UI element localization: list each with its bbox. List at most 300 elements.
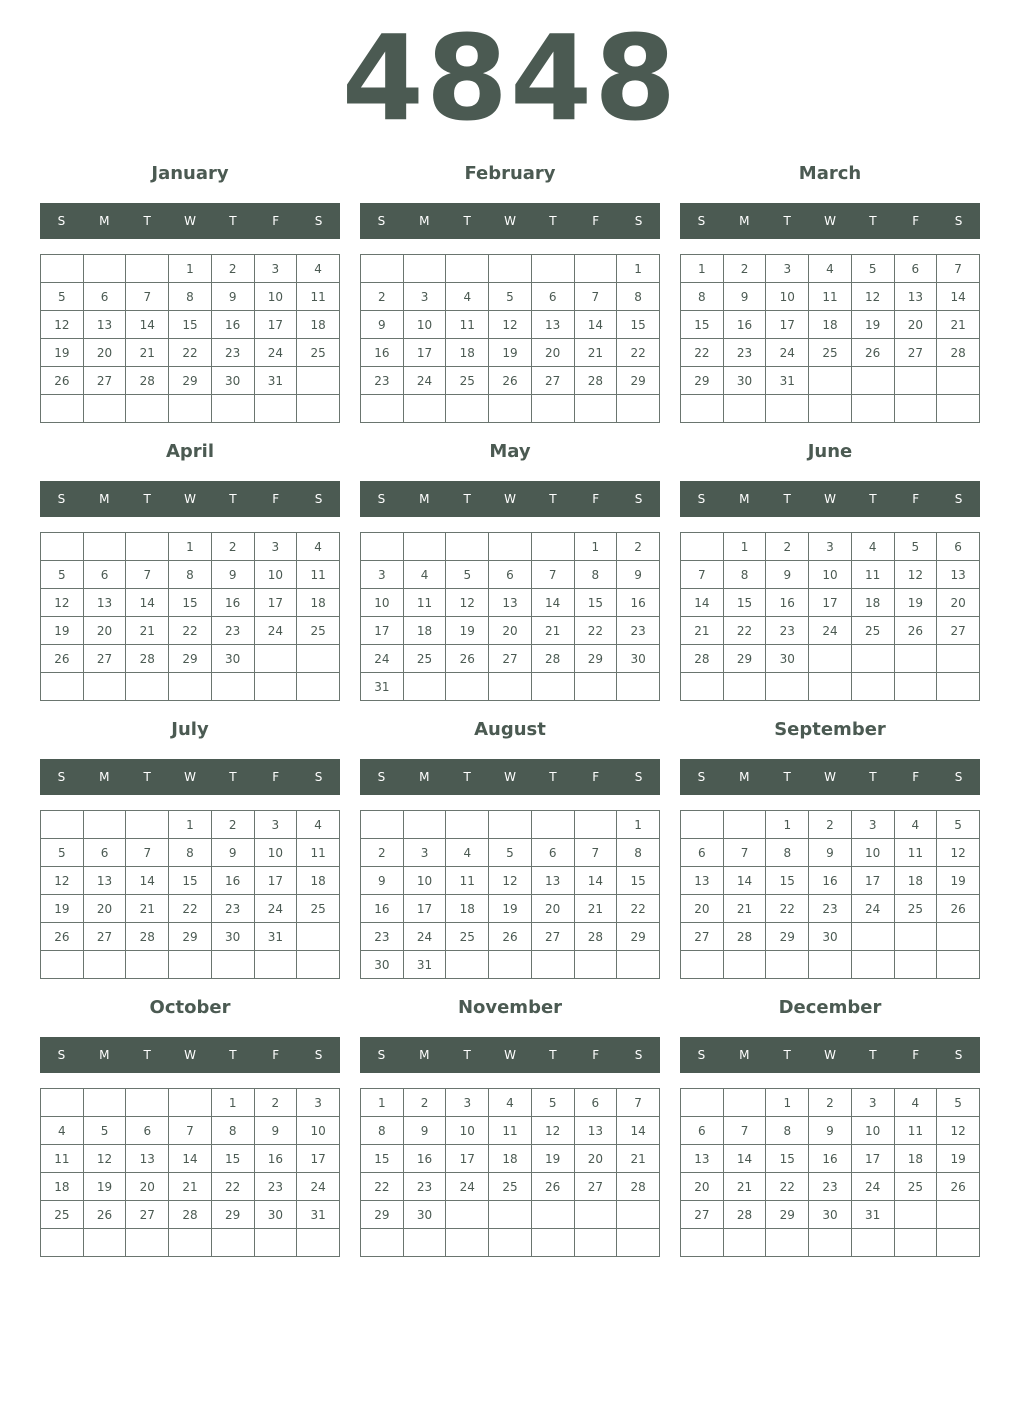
- day-cell: [41, 673, 84, 701]
- week-row: [681, 255, 980, 283]
- weekday-label: T: [229, 214, 237, 228]
- day-cell: 24: [254, 339, 297, 367]
- day-cell: 9: [211, 839, 254, 867]
- day-cell: 6: [681, 1117, 724, 1145]
- day-cell: 23: [211, 617, 254, 645]
- day-cell: 24: [851, 895, 894, 923]
- day-cell: 27: [574, 1173, 617, 1201]
- day-cell: 16: [211, 589, 254, 617]
- week-row: [361, 923, 660, 951]
- day-grid: [40, 1088, 340, 1257]
- day-cell: [894, 395, 937, 423]
- weekday-label: S: [57, 770, 66, 784]
- weekday-label: T: [143, 214, 151, 228]
- month-title: February: [464, 163, 556, 184]
- day-cell: 6: [681, 839, 724, 867]
- day-cell: [126, 673, 169, 701]
- day-cell: 27: [937, 617, 980, 645]
- day-cell: 29: [169, 923, 212, 951]
- day-cell: 25: [297, 895, 340, 923]
- day-cell: 27: [83, 645, 126, 673]
- day-cell: 27: [489, 645, 532, 673]
- day-cell: 26: [937, 895, 980, 923]
- week-row: [681, 1201, 980, 1229]
- week-row: [41, 1229, 340, 1257]
- day-cell: 27: [531, 367, 574, 395]
- week-row: [361, 533, 660, 561]
- day-cell: 19: [41, 339, 84, 367]
- day-cell: 11: [297, 839, 340, 867]
- day-cell: 4: [894, 811, 937, 839]
- day-cell: 26: [894, 617, 937, 645]
- day-cell: [41, 533, 84, 561]
- day-cell: 3: [254, 533, 297, 561]
- day-cell: [937, 367, 980, 395]
- day-cell: 26: [531, 1173, 574, 1201]
- month-title: January: [151, 163, 229, 184]
- day-cell: 21: [126, 339, 169, 367]
- weekday-label: S: [314, 214, 323, 228]
- day-cell: [617, 1201, 660, 1229]
- day-cell: [531, 1201, 574, 1229]
- weekday-label: W: [184, 492, 196, 506]
- day-cell: 25: [446, 367, 489, 395]
- day-cell: 3: [254, 255, 297, 283]
- day-cell: 9: [809, 839, 852, 867]
- day-cell: 2: [211, 255, 254, 283]
- day-cell: 13: [531, 311, 574, 339]
- day-cell: [809, 645, 852, 673]
- weekday-header-bar: [680, 481, 980, 517]
- month-title: August: [474, 719, 546, 740]
- day-cell: 5: [41, 283, 84, 311]
- day-cell: 20: [531, 895, 574, 923]
- day-cell: 26: [41, 923, 84, 951]
- month-title: September: [774, 719, 886, 740]
- week-row: [681, 923, 980, 951]
- day-cell: 22: [766, 895, 809, 923]
- day-cell: 3: [809, 533, 852, 561]
- day-cell: [169, 673, 212, 701]
- week-row: [361, 1201, 660, 1229]
- year-title: 4848: [341, 9, 679, 147]
- month-title: June: [807, 441, 853, 462]
- day-cell: [851, 923, 894, 951]
- day-cell: [446, 533, 489, 561]
- day-cell: 31: [766, 367, 809, 395]
- weekday-label: S: [634, 770, 643, 784]
- day-cell: 7: [617, 1089, 660, 1117]
- day-cell: 6: [574, 1089, 617, 1117]
- day-cell: 19: [937, 867, 980, 895]
- week-row: [41, 1117, 340, 1145]
- weekday-label: M: [739, 770, 750, 784]
- day-cell: 19: [41, 617, 84, 645]
- day-cell: 17: [361, 617, 404, 645]
- day-cell: 3: [297, 1089, 340, 1117]
- day-cell: [361, 533, 404, 561]
- weekday-header-bar: [40, 203, 340, 239]
- week-row: [681, 311, 980, 339]
- day-cell: [211, 951, 254, 979]
- day-cell: 1: [617, 255, 660, 283]
- day-cell: 2: [617, 533, 660, 561]
- day-cell: 9: [361, 867, 404, 895]
- day-cell: 8: [361, 1117, 404, 1145]
- day-cell: 8: [723, 561, 766, 589]
- day-cell: 8: [169, 561, 212, 589]
- day-cell: [361, 1229, 404, 1257]
- day-cell: [83, 533, 126, 561]
- day-cell: [617, 1229, 660, 1257]
- day-cell: 29: [723, 645, 766, 673]
- day-cell: 12: [937, 1117, 980, 1145]
- day-cell: [574, 1201, 617, 1229]
- day-cell: [41, 811, 84, 839]
- day-cell: 11: [446, 311, 489, 339]
- day-cell: [681, 673, 724, 701]
- weekday-label: W: [824, 770, 836, 784]
- weekday-label: T: [463, 492, 471, 506]
- day-cell: 3: [446, 1089, 489, 1117]
- day-cell: [297, 923, 340, 951]
- weekday-label: S: [634, 214, 643, 228]
- week-row: [681, 951, 980, 979]
- day-cell: 11: [809, 283, 852, 311]
- day-cell: [681, 395, 724, 423]
- day-cell: [574, 673, 617, 701]
- day-cell: 15: [169, 589, 212, 617]
- day-cell: 14: [574, 867, 617, 895]
- weekday-label: S: [954, 214, 963, 228]
- week-row: [681, 367, 980, 395]
- day-cell: [169, 1229, 212, 1257]
- day-cell: 22: [169, 895, 212, 923]
- day-cell: 15: [169, 311, 212, 339]
- day-cell: 30: [809, 1201, 852, 1229]
- week-row: [681, 283, 980, 311]
- day-grid: [680, 810, 980, 979]
- day-cell: 24: [403, 367, 446, 395]
- day-cell: 23: [254, 1173, 297, 1201]
- day-cell: 5: [489, 283, 532, 311]
- week-row: [41, 895, 340, 923]
- weekday-label: T: [869, 214, 877, 228]
- day-cell: 18: [809, 311, 852, 339]
- day-cell: [126, 533, 169, 561]
- day-cell: 31: [254, 367, 297, 395]
- day-cell: 21: [574, 339, 617, 367]
- week-row: [41, 1201, 340, 1229]
- day-cell: [254, 395, 297, 423]
- day-cell: 13: [574, 1117, 617, 1145]
- weekday-label: T: [549, 214, 557, 228]
- day-cell: 26: [83, 1201, 126, 1229]
- week-row: [681, 811, 980, 839]
- day-cell: [574, 1229, 617, 1257]
- day-cell: 4: [894, 1089, 937, 1117]
- day-cell: 22: [169, 617, 212, 645]
- day-cell: 5: [894, 533, 937, 561]
- month-title: May: [489, 441, 531, 462]
- day-cell: 22: [766, 1173, 809, 1201]
- day-cell: 31: [297, 1201, 340, 1229]
- day-cell: 16: [254, 1145, 297, 1173]
- day-cell: [254, 645, 297, 673]
- day-cell: 15: [361, 1145, 404, 1173]
- day-cell: [894, 923, 937, 951]
- day-cell: 3: [851, 1089, 894, 1117]
- day-cell: 7: [126, 283, 169, 311]
- day-grid: [360, 810, 660, 979]
- day-cell: [809, 367, 852, 395]
- day-cell: 14: [126, 589, 169, 617]
- day-cell: [126, 1229, 169, 1257]
- day-cell: 4: [809, 255, 852, 283]
- day-cell: 25: [41, 1201, 84, 1229]
- weekday-label: S: [57, 1048, 66, 1062]
- week-row: [361, 1145, 660, 1173]
- day-cell: [489, 951, 532, 979]
- day-cell: [894, 367, 937, 395]
- day-cell: 26: [851, 339, 894, 367]
- week-row: [681, 395, 980, 423]
- day-cell: 2: [211, 811, 254, 839]
- day-cell: [297, 645, 340, 673]
- day-grid: [680, 254, 980, 423]
- day-cell: 4: [489, 1089, 532, 1117]
- day-cell: [766, 1229, 809, 1257]
- day-cell: [531, 951, 574, 979]
- weekday-label: M: [419, 1048, 430, 1062]
- day-cell: 19: [851, 311, 894, 339]
- day-cell: 8: [211, 1117, 254, 1145]
- day-cell: 28: [574, 923, 617, 951]
- day-cell: 20: [574, 1145, 617, 1173]
- weekday-label: T: [463, 770, 471, 784]
- day-cell: 1: [211, 1089, 254, 1117]
- day-cell: 28: [723, 923, 766, 951]
- day-cell: 16: [766, 589, 809, 617]
- day-cell: 30: [723, 367, 766, 395]
- day-cell: 19: [41, 895, 84, 923]
- day-cell: [809, 395, 852, 423]
- day-cell: 17: [766, 311, 809, 339]
- day-cell: 8: [617, 283, 660, 311]
- day-cell: [851, 645, 894, 673]
- day-cell: 25: [297, 339, 340, 367]
- weekday-label: T: [783, 770, 791, 784]
- day-cell: 12: [489, 867, 532, 895]
- week-row: [681, 895, 980, 923]
- day-cell: 13: [681, 867, 724, 895]
- day-cell: 14: [126, 867, 169, 895]
- day-cell: 31: [254, 923, 297, 951]
- day-cell: [403, 533, 446, 561]
- day-cell: [531, 255, 574, 283]
- day-cell: 27: [83, 923, 126, 951]
- day-cell: 9: [617, 561, 660, 589]
- day-cell: 27: [83, 367, 126, 395]
- week-row: [361, 561, 660, 589]
- day-cell: 24: [809, 617, 852, 645]
- day-cell: 8: [617, 839, 660, 867]
- day-cell: 9: [211, 561, 254, 589]
- week-row: [361, 811, 660, 839]
- day-cell: [489, 395, 532, 423]
- day-cell: 1: [169, 811, 212, 839]
- day-cell: 2: [809, 1089, 852, 1117]
- day-cell: 11: [297, 561, 340, 589]
- day-cell: 4: [851, 533, 894, 561]
- day-cell: 26: [41, 367, 84, 395]
- week-row: [41, 811, 340, 839]
- day-cell: 3: [403, 839, 446, 867]
- day-cell: 21: [574, 895, 617, 923]
- week-row: [681, 1089, 980, 1117]
- day-cell: 10: [766, 283, 809, 311]
- day-cell: 18: [489, 1145, 532, 1173]
- day-cell: 29: [617, 923, 660, 951]
- weekday-label: M: [99, 770, 110, 784]
- day-cell: 13: [894, 283, 937, 311]
- weekday-label: T: [549, 770, 557, 784]
- day-cell: 6: [489, 561, 532, 589]
- day-cell: 3: [851, 811, 894, 839]
- day-cell: 11: [894, 839, 937, 867]
- day-cell: 1: [574, 533, 617, 561]
- weekday-label: S: [377, 1048, 386, 1062]
- day-cell: 19: [83, 1173, 126, 1201]
- week-row: [361, 1173, 660, 1201]
- week-row: [41, 867, 340, 895]
- week-row: [681, 1173, 980, 1201]
- day-cell: [531, 395, 574, 423]
- day-cell: 17: [297, 1145, 340, 1173]
- day-cell: [489, 255, 532, 283]
- day-cell: 1: [169, 255, 212, 283]
- week-row: [41, 533, 340, 561]
- day-cell: [894, 673, 937, 701]
- day-cell: 15: [574, 589, 617, 617]
- day-cell: 21: [617, 1145, 660, 1173]
- day-cell: 20: [531, 339, 574, 367]
- month-title: March: [798, 163, 862, 184]
- day-cell: 22: [211, 1173, 254, 1201]
- weekday-label: S: [314, 1048, 323, 1062]
- day-cell: 10: [403, 311, 446, 339]
- day-cell: 6: [83, 561, 126, 589]
- weekday-label: T: [463, 1048, 471, 1062]
- day-cell: 21: [126, 617, 169, 645]
- week-row: [41, 645, 340, 673]
- day-cell: 30: [403, 1201, 446, 1229]
- day-cell: [41, 255, 84, 283]
- day-cell: [894, 1229, 937, 1257]
- day-cell: 13: [83, 589, 126, 617]
- day-cell: 29: [361, 1201, 404, 1229]
- day-cell: [83, 811, 126, 839]
- day-cell: 29: [211, 1201, 254, 1229]
- weekday-header-bar: [360, 481, 660, 517]
- day-cell: 5: [41, 561, 84, 589]
- day-cell: 2: [766, 533, 809, 561]
- day-cell: 11: [403, 589, 446, 617]
- day-cell: [41, 951, 84, 979]
- weekday-label: T: [869, 492, 877, 506]
- day-cell: 20: [83, 617, 126, 645]
- day-cell: [531, 811, 574, 839]
- day-cell: 24: [851, 1173, 894, 1201]
- day-cell: [531, 533, 574, 561]
- day-cell: 4: [446, 283, 489, 311]
- day-cell: 21: [723, 895, 766, 923]
- day-cell: [211, 673, 254, 701]
- day-cell: 30: [211, 367, 254, 395]
- day-cell: 3: [254, 811, 297, 839]
- day-cell: 19: [894, 589, 937, 617]
- day-cell: [851, 395, 894, 423]
- day-cell: [297, 367, 340, 395]
- day-cell: 4: [403, 561, 446, 589]
- day-cell: 13: [126, 1145, 169, 1173]
- week-row: [41, 839, 340, 867]
- day-cell: 15: [169, 867, 212, 895]
- day-cell: [723, 1229, 766, 1257]
- day-cell: [531, 1229, 574, 1257]
- day-cell: 10: [297, 1117, 340, 1145]
- day-cell: [126, 1089, 169, 1117]
- day-cell: 14: [574, 311, 617, 339]
- day-cell: 28: [723, 1201, 766, 1229]
- day-cell: 25: [809, 339, 852, 367]
- day-cell: 25: [894, 1173, 937, 1201]
- weekday-label: W: [504, 770, 516, 784]
- week-row: [681, 1145, 980, 1173]
- week-row: [361, 1229, 660, 1257]
- day-cell: 18: [851, 589, 894, 617]
- day-cell: 13: [531, 867, 574, 895]
- day-cell: [851, 367, 894, 395]
- week-row: [41, 561, 340, 589]
- weekday-label: M: [99, 492, 110, 506]
- day-cell: [937, 1229, 980, 1257]
- weekday-label: T: [229, 1048, 237, 1062]
- day-cell: 11: [851, 561, 894, 589]
- day-cell: [937, 645, 980, 673]
- day-cell: 2: [211, 533, 254, 561]
- day-cell: 8: [169, 839, 212, 867]
- day-cell: 24: [403, 923, 446, 951]
- day-cell: 23: [809, 1173, 852, 1201]
- day-cell: 25: [403, 645, 446, 673]
- day-cell: 20: [681, 1173, 724, 1201]
- day-cell: 16: [211, 311, 254, 339]
- day-grid: [360, 1088, 660, 1257]
- day-cell: [574, 395, 617, 423]
- weekday-label: S: [954, 770, 963, 784]
- day-cell: 9: [723, 283, 766, 311]
- weekday-label: F: [592, 770, 600, 784]
- day-cell: 18: [446, 339, 489, 367]
- week-row: [361, 617, 660, 645]
- day-cell: 11: [894, 1117, 937, 1145]
- day-cell: 17: [254, 867, 297, 895]
- week-row: [361, 839, 660, 867]
- day-cell: 5: [83, 1117, 126, 1145]
- day-cell: 1: [617, 811, 660, 839]
- week-row: [361, 255, 660, 283]
